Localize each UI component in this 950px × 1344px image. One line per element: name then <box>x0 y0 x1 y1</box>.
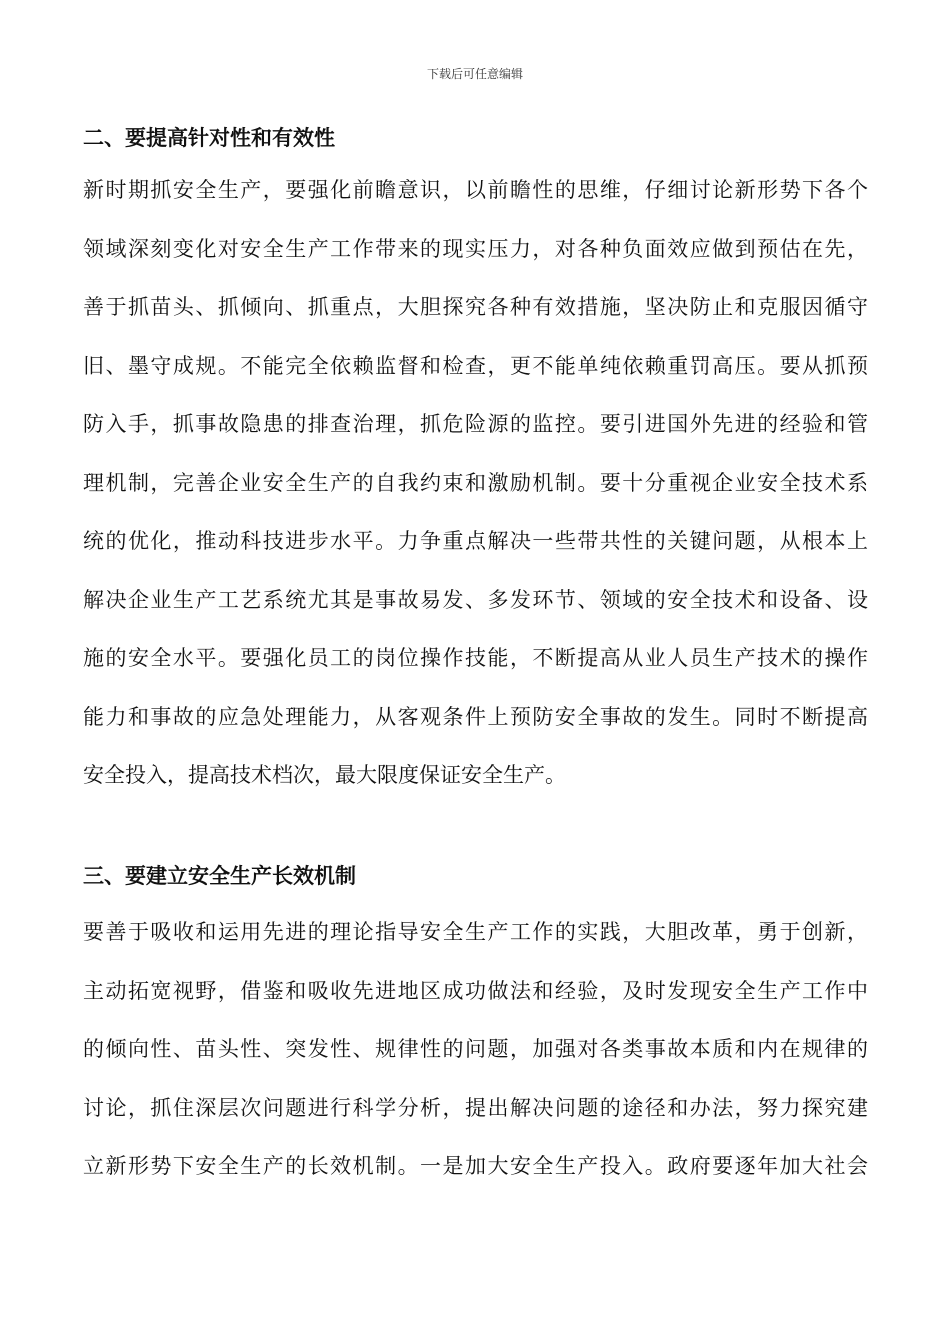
paragraph-line: 安全投入，提高技术档次，最大限度保证安全生产。 <box>83 763 566 787</box>
section-heading-2: 二、要提高针对性和有效性 <box>83 126 335 150</box>
paragraph-line: 领域深刻变化对安全生产工作带来的现实压力，对各种负面效应做到预估在先， <box>83 236 868 261</box>
paragraph-line: 立新形势下安全生产的长效机制。一是加大安全生产投入。政府要逐年加大社会 <box>83 1154 868 1178</box>
paragraph-line: 新时期抓安全生产，要强化前瞻意识，以前瞻性的思维，仔细讨论新形势下各个 <box>83 178 868 202</box>
section-2-paragraph <box>83 168 868 812</box>
section-3-paragraph <box>83 910 868 1203</box>
paragraph-line: 理机制，完善企业安全生产的自我约束和激励机制。要十分重视企业安全技术系 <box>83 470 868 495</box>
paragraph-line: 旧、墨守成规。不能完全依赖监督和检查，更不能单纯依赖重罚高压。要从抓预 <box>83 353 868 378</box>
paragraph-line: 讨论，抓住深层次问题进行科学分析，提出解决问题的途径和办法，努力探究建 <box>83 1095 868 1120</box>
paragraph-line: 善于抓苗头、抓倾向、抓重点，大胆探究各种有效措施，坚决防止和克服因循守 <box>83 295 868 319</box>
paragraph-line: 统的优化，推动科技进步水平。力争重点解决一些带共性的关键问题，从根本上 <box>83 529 868 553</box>
paragraph-line: 能力和事故的应急处理能力，从客观条件上预防安全事故的发生。同时不断提高 <box>83 704 868 729</box>
paragraph-line: 主动拓宽视野，借鉴和吸收先进地区成功做法和经验，及时发现安全生产工作中 <box>83 978 868 1003</box>
paragraph-line: 的倾向性、苗头性、突发性、规律性的问题，加强对各类事故本质和内在规律的 <box>83 1037 868 1061</box>
page-header-note: 下载后可任意编辑 <box>426 67 523 81</box>
paragraph-line: 施的安全水平。要强化员工的岗位操作技能，不断提高从业人员生产技术的操作 <box>83 646 868 670</box>
section-heading-3: 三、要建立安全生产长效机制 <box>83 864 356 888</box>
paragraph-line: 解决企业生产工艺系统尤其是事故易发、多发环节、领域的安全技术和设备、设 <box>83 587 868 612</box>
paragraph-line: 要善于吸收和运用先进的理论指导安全生产工作的实践，大胆改革，勇于创新， <box>83 920 868 944</box>
paragraph-line: 防入手，抓事故隐患的排查治理，抓危险源的监控。要引进国外先进的经验和管 <box>83 412 868 436</box>
